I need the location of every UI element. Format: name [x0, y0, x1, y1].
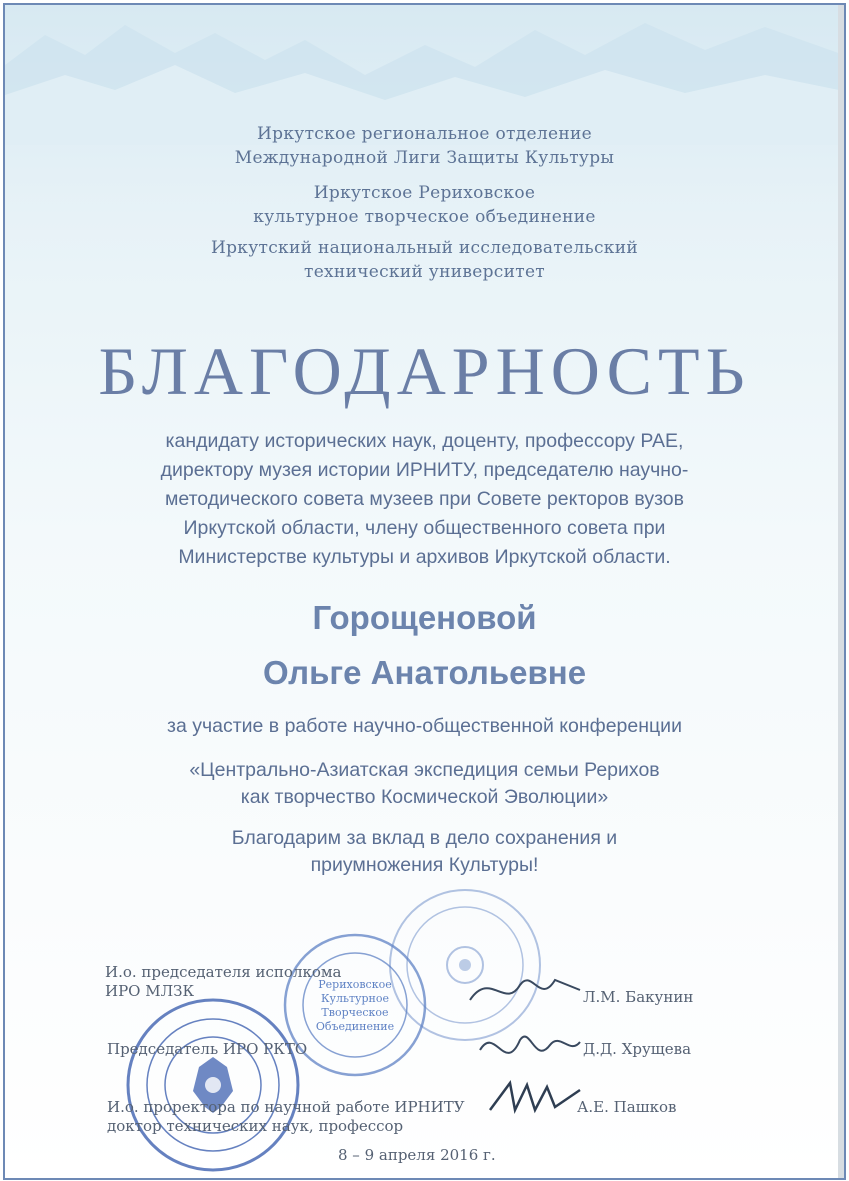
- signatory-1-role-line-2: ИРО МЛЗК: [105, 982, 195, 1000]
- certificate-sheet: [3, 3, 846, 1180]
- signatory-2-role-line-1: Председатель ИРО РКТО: [107, 1040, 308, 1058]
- desc-line-5: Министерстве культуры и архивов Иркутской области.: [178, 546, 671, 568]
- document-date: 8 – 9 апреля 2016 г.: [338, 1146, 496, 1164]
- document-title: БЛАГОДАРНОСТЬ: [98, 333, 751, 409]
- desc-line-2: директору музея истории ИРНИТУ, председателю научно-: [160, 459, 689, 481]
- svg-text:Рериховское: Рериховское: [318, 978, 392, 991]
- org-line-5: Иркутский национальный исследовательский: [211, 238, 638, 258]
- svg-text:Культурное: Культурное: [320, 992, 390, 1005]
- desc-line-3: методического совета музеев при Совете ректоров вузов: [164, 488, 685, 510]
- desc-line-4: Иркутской области, члену общественного совета при: [183, 517, 666, 539]
- university-stamp: [123, 995, 303, 1175]
- desc-line-1: кандидату исторических наук, доценту, профессору РАЕ,: [165, 430, 684, 452]
- page-edge: [838, 5, 844, 1178]
- thanks-line-1: Благодарим за вклад в дело сохранения и: [231, 827, 618, 849]
- signatory-2-name: Д.Д. Хрущева: [583, 1040, 692, 1058]
- svg-text:Творческое: Творческое: [321, 1006, 389, 1019]
- recipient-given-name: Ольге Анатольевне: [262, 654, 587, 691]
- thanks-line-2: приумножения Культуры!: [310, 854, 539, 876]
- signatory-1-role-line-1: И.о. председателя исполкома: [105, 963, 342, 981]
- org-line-2: Международной Лиги Защиты Культуры: [234, 148, 615, 168]
- recipient-description: [75, 427, 774, 572]
- org-line-6: технический университет: [303, 262, 546, 282]
- signatory-1-name: Л.М. Бакунин: [583, 988, 694, 1006]
- signatory-3-role-line-1: И.о. проректора по научной работе ИРНИТУ: [107, 1098, 465, 1116]
- org-line-1: Иркутское региональное отделение: [257, 124, 592, 144]
- signature-pashkov-icon: [485, 1075, 585, 1120]
- signature-bakunin-icon: [460, 960, 590, 1020]
- signature-khrushcheva-icon: [475, 1020, 585, 1080]
- org-line-4: культурное творческое объединение: [253, 207, 596, 227]
- svg-text:Объединение: Объединение: [315, 1020, 395, 1033]
- conference-line-1: «Центрально-Азиатская экспедиция семьи Рерихов: [189, 759, 660, 781]
- org-line-3: Иркутское Рериховское: [313, 183, 536, 203]
- signatory-3-role-line-2: доктор технических наук, профессор: [107, 1117, 404, 1135]
- participation-text: за участие в работе научно-общественной конференции: [167, 715, 682, 737]
- conference-line-2: как творчество Космической Эволюции»: [240, 786, 609, 808]
- signatory-3-name: А.Е. Пашков: [577, 1098, 677, 1116]
- recipient-surname: Горощеновой: [312, 599, 537, 636]
